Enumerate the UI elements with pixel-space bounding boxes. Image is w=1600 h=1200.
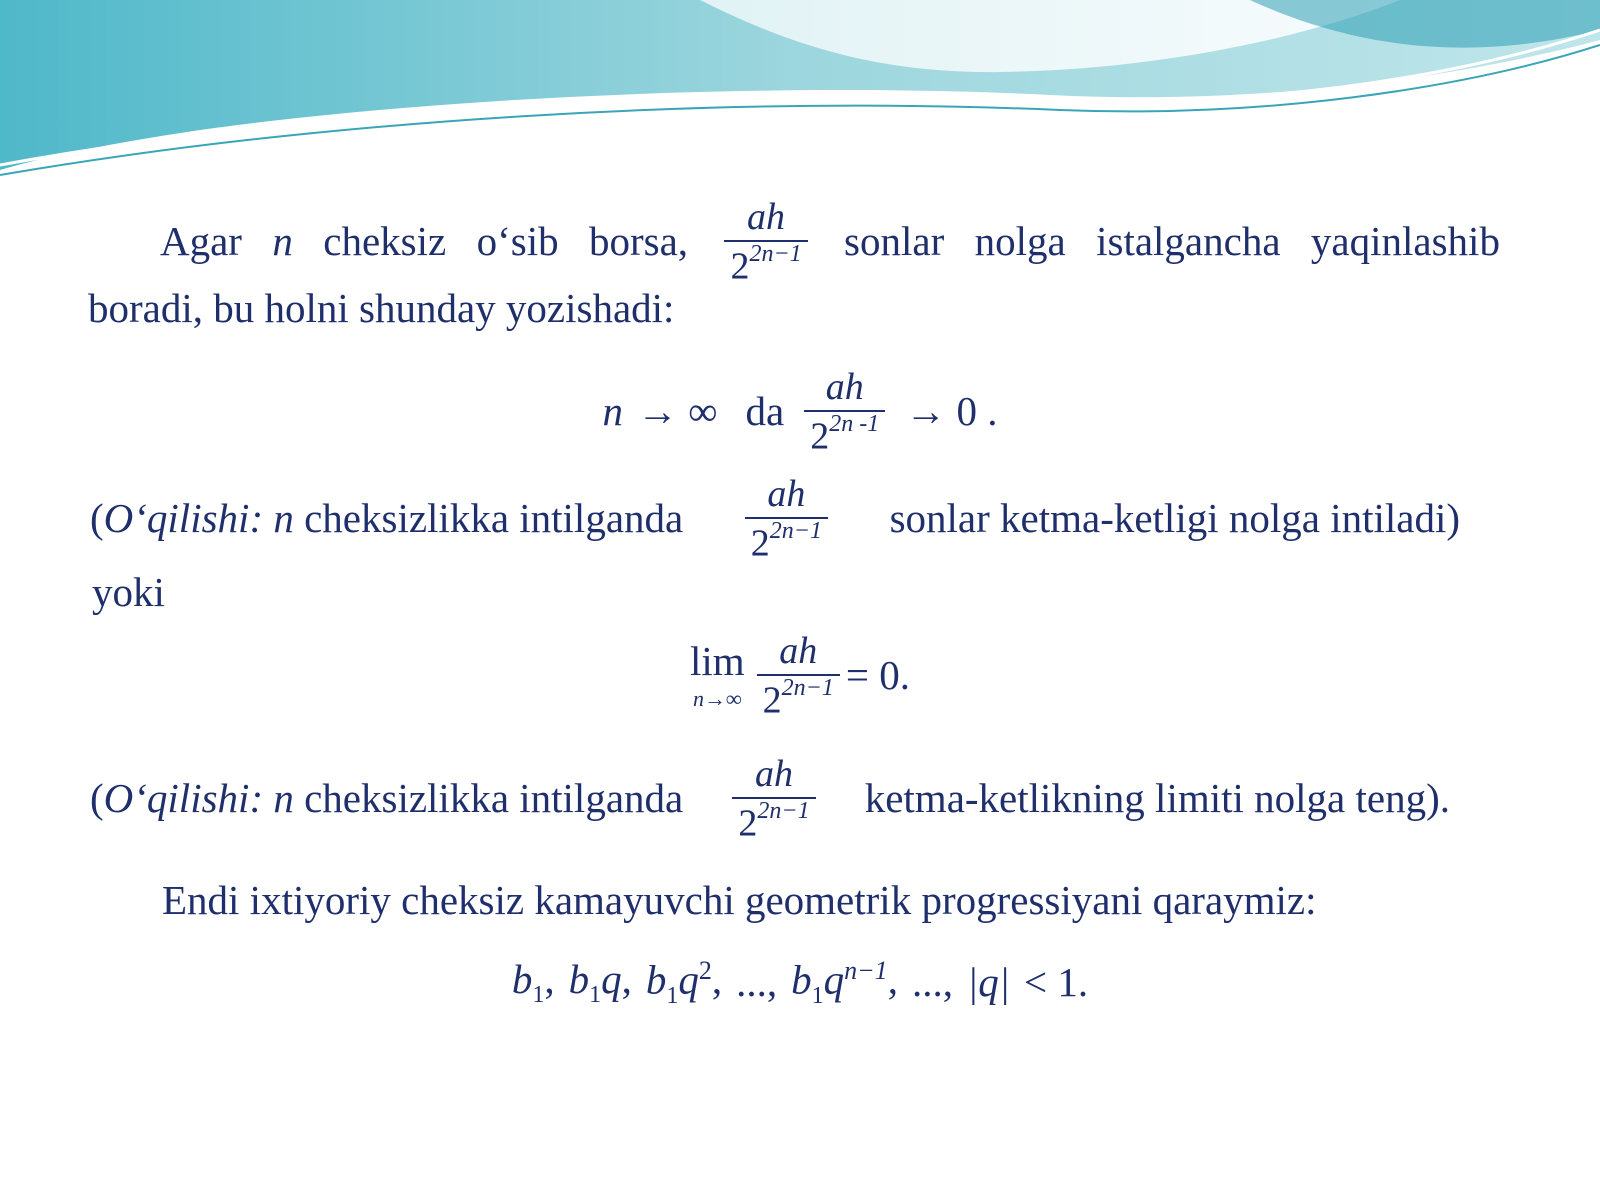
fraction-exponent: 2n−1: [781, 675, 834, 701]
reading1-label: O‘qilishi:: [103, 495, 264, 542]
fraction-numerator: ah: [754, 753, 793, 795]
fraction-numerator: ah: [779, 630, 818, 672]
fraction-denominator: [724, 242, 807, 286]
fraction-base: 2: [730, 245, 750, 288]
word-yoki: yoki: [92, 569, 165, 615]
formula1-var-n: n: [602, 388, 624, 435]
formula-limit-equation: [0, 632, 1600, 720]
fraction-ah: [732, 755, 815, 843]
formula-limit-arrow: [0, 368, 1600, 456]
reading2-text-a: cheksizlikka intilganda: [304, 775, 684, 822]
seq-dots-2: ...,: [911, 959, 953, 1006]
seq-dots-1: ...,: [736, 959, 778, 1006]
word-istalgancha: istalgancha: [1096, 218, 1281, 265]
formula1-arrow-zero: → 0 .: [905, 388, 998, 435]
fraction-ah: [724, 198, 807, 286]
fraction-base: 2: [810, 415, 830, 458]
word-sonlar: sonlar: [844, 218, 945, 265]
seq-b1q: $b_1q$,: [568, 955, 632, 1009]
seq-less-one: < 1.: [1023, 959, 1089, 1006]
paragraph1-line2: boradi, bu holni shunday yozishadi:: [88, 285, 675, 331]
fraction-exponent: 2n−1: [757, 798, 810, 824]
word-agar: Agar: [160, 218, 242, 265]
fraction-denominator: [732, 799, 815, 843]
fraction-ah: [745, 475, 828, 563]
fraction-exponent: 2n−1: [749, 241, 802, 267]
paren-open: (: [90, 775, 104, 822]
fraction-exponent: 2n−1: [769, 518, 822, 544]
paren-open: (: [90, 495, 104, 542]
reading2-text-b: ketma-ketlikning limiti nolga teng).: [864, 775, 1450, 822]
lim-text: lim: [689, 638, 745, 685]
reading1-var-n: n: [273, 495, 294, 542]
word-yaqinlashib: yaqinlashib: [1310, 218, 1500, 265]
fraction-numerator: ah: [767, 473, 806, 515]
seq-b1q2: $b_1q^2$,: [645, 956, 723, 1009]
word-cheksiz: cheksiz: [323, 218, 447, 265]
formula1-word-da: da: [745, 388, 785, 435]
reading2-lead: [90, 775, 684, 822]
fraction-ah: [757, 632, 840, 720]
seq-abs-q: |q|: [966, 959, 1010, 1006]
word-osib: o‘sib: [476, 218, 559, 265]
formula2-equals-zero: = 0.: [845, 652, 910, 699]
fraction-numerator: ah: [747, 196, 786, 238]
reading2-line: [90, 755, 1450, 843]
paragraph2: Endi ixtiyoriy cheksiz kamayuvchi geometrik progressiyani qaraymiz:: [162, 877, 1317, 923]
reading1-line: [90, 475, 1460, 563]
limit-operator: [689, 638, 745, 712]
fraction-denominator: [757, 676, 840, 720]
reading1-text-a: cheksizlikka intilganda: [304, 495, 684, 542]
fraction-base: 2: [738, 802, 758, 845]
fraction-ah: [804, 368, 885, 456]
seq-b1: $b_1$,: [511, 955, 555, 1009]
fraction-denominator: [745, 519, 828, 563]
word-borsa: borsa,: [588, 218, 689, 265]
lim-subscript: n→∞: [692, 686, 742, 712]
fraction-exponent: 2n -1: [829, 411, 880, 437]
fraction-numerator: ah: [825, 366, 864, 408]
paragraph1-line1: [160, 198, 1500, 286]
geometric-sequence: [0, 955, 1600, 1009]
fraction-denominator: [804, 412, 885, 456]
word-nolga: nolga: [974, 218, 1066, 265]
fraction-base: 2: [750, 522, 770, 565]
formula1-arrow-infinity: → ∞: [637, 388, 718, 435]
reading2-label: O‘qilishi:: [103, 775, 264, 822]
seq-b1qn1: $b_1q^{n-1}$,: [791, 956, 898, 1009]
var-n: n: [272, 218, 293, 265]
reading2-var-n: n: [273, 775, 294, 822]
reading1-lead: [90, 495, 684, 542]
reading1-text-b: sonlar ketma-ketligi nolga intiladi): [889, 495, 1460, 542]
fraction-base: 2: [762, 679, 782, 722]
